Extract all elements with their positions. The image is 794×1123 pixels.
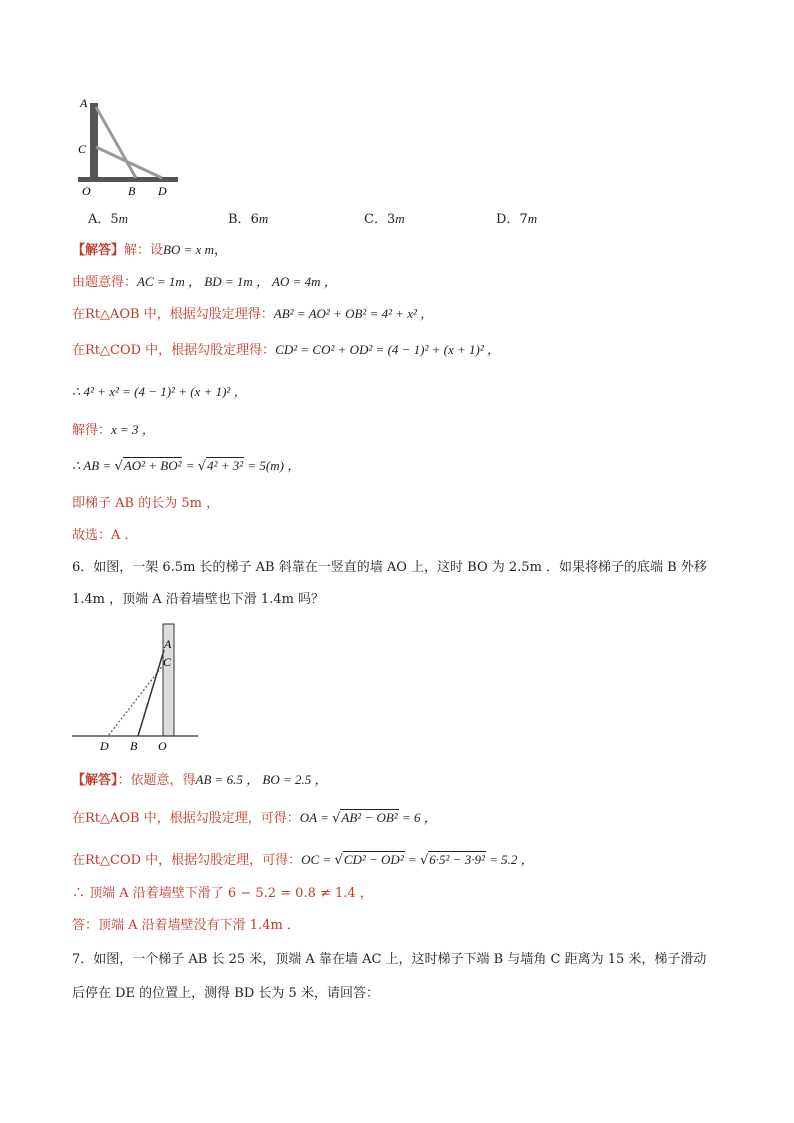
option-c: C．3m — [364, 211, 405, 227]
label-o: O — [158, 739, 167, 752]
q6-line2: 1.4m ，顶端 A 沿着墙壁也下滑 1.4m 吗？ — [72, 592, 325, 607]
sol6-line4: ∴ 顶端 A 沿着墙壁下滑了 6 − 5.2 = 0.8 ≠ 1.4 ， — [72, 886, 373, 901]
label-d: D — [158, 184, 167, 198]
wall — [90, 103, 98, 181]
sol6-line5: 答：顶端 A 沿着墙壁没有下滑 1.4m ． — [72, 918, 300, 933]
ground — [78, 177, 178, 182]
sol5-line5: ∴ 4² + x² = (4 − 1)² + (x + 1)² ， — [72, 384, 247, 399]
q7-line1: 7．如图，一个梯子 AB 长 25 米，顶端 A 靠在墙 AC 上，这时梯子下端 B 与墙角 C 距离为 15 米，梯子滑动 — [72, 952, 707, 967]
label-o: O — [82, 184, 91, 198]
label-c: C — [78, 142, 87, 156]
sol5-line3: 在Rt△AOB 中，根据勾股定理得：AB² = AO² + OB² = 4² + x² ， — [72, 306, 434, 322]
q6-line1: 6．如图，一架 6.5m 长的梯子 AB 斜靠在一竖直的墙 AO 上，这时 BO 为 2.5m ．如果将梯子的底端 B 外移 — [72, 560, 707, 575]
ladder-figure-2 — [70, 620, 200, 752]
q7-line2: 后停在 DE 的位置上，测得 BD 长为 5 米，请回答： — [72, 986, 379, 1001]
sol5-line8: 即梯子 AB 的长为 5m ， — [72, 496, 220, 511]
label-c: C — [163, 655, 172, 669]
sol5-line7: ∴ AB = √AO² + BO² = √4² + 3² = 5(m) ， — [72, 458, 301, 474]
ladder-figure-1 — [70, 95, 185, 200]
sol5-line2: 由题意得：AC = 1m ， BD = 1m ， AO = 4m ， — [72, 274, 337, 290]
sol5-line6: 解得：x = 3 ， — [72, 422, 155, 438]
label-a: A — [164, 637, 172, 651]
label-d: D — [100, 739, 109, 752]
ladder-cd — [96, 147, 162, 178]
label-b: B — [130, 739, 138, 752]
option-b: B．6m — [228, 211, 269, 227]
option-a: A．5m — [88, 211, 129, 227]
option-d: D．7m — [496, 211, 538, 227]
sol5-line4: 在Rt△COD 中，根据勾股定理得：CD² = CO² + OD² = (4 − 1)² + (x + 1)² ， — [72, 342, 501, 358]
sol6-line2: 在Rt△AOB 中，根据勾股定理，可得：OA = √AB² − OB² = 6 ， — [72, 810, 437, 826]
label-b: B — [128, 184, 136, 198]
sol6-line3: 在Rt△COD 中，根据勾股定理，可得：OC = √CD² − OD² = √6·5² − 3·9² = 5.2 ， — [72, 852, 534, 868]
label-a: A — [80, 96, 88, 110]
sol6-line1: 【解答】：依题意，得AB = 6.5 ， BO = 2.5 ， — [72, 772, 328, 788]
sol5-line9: 故选：A ． — [72, 528, 138, 543]
ladder-cd-dotted — [108, 664, 164, 736]
sol5-line1: 【解答】解：设BO = x m， — [72, 242, 228, 258]
ladder-ab — [96, 107, 136, 178]
